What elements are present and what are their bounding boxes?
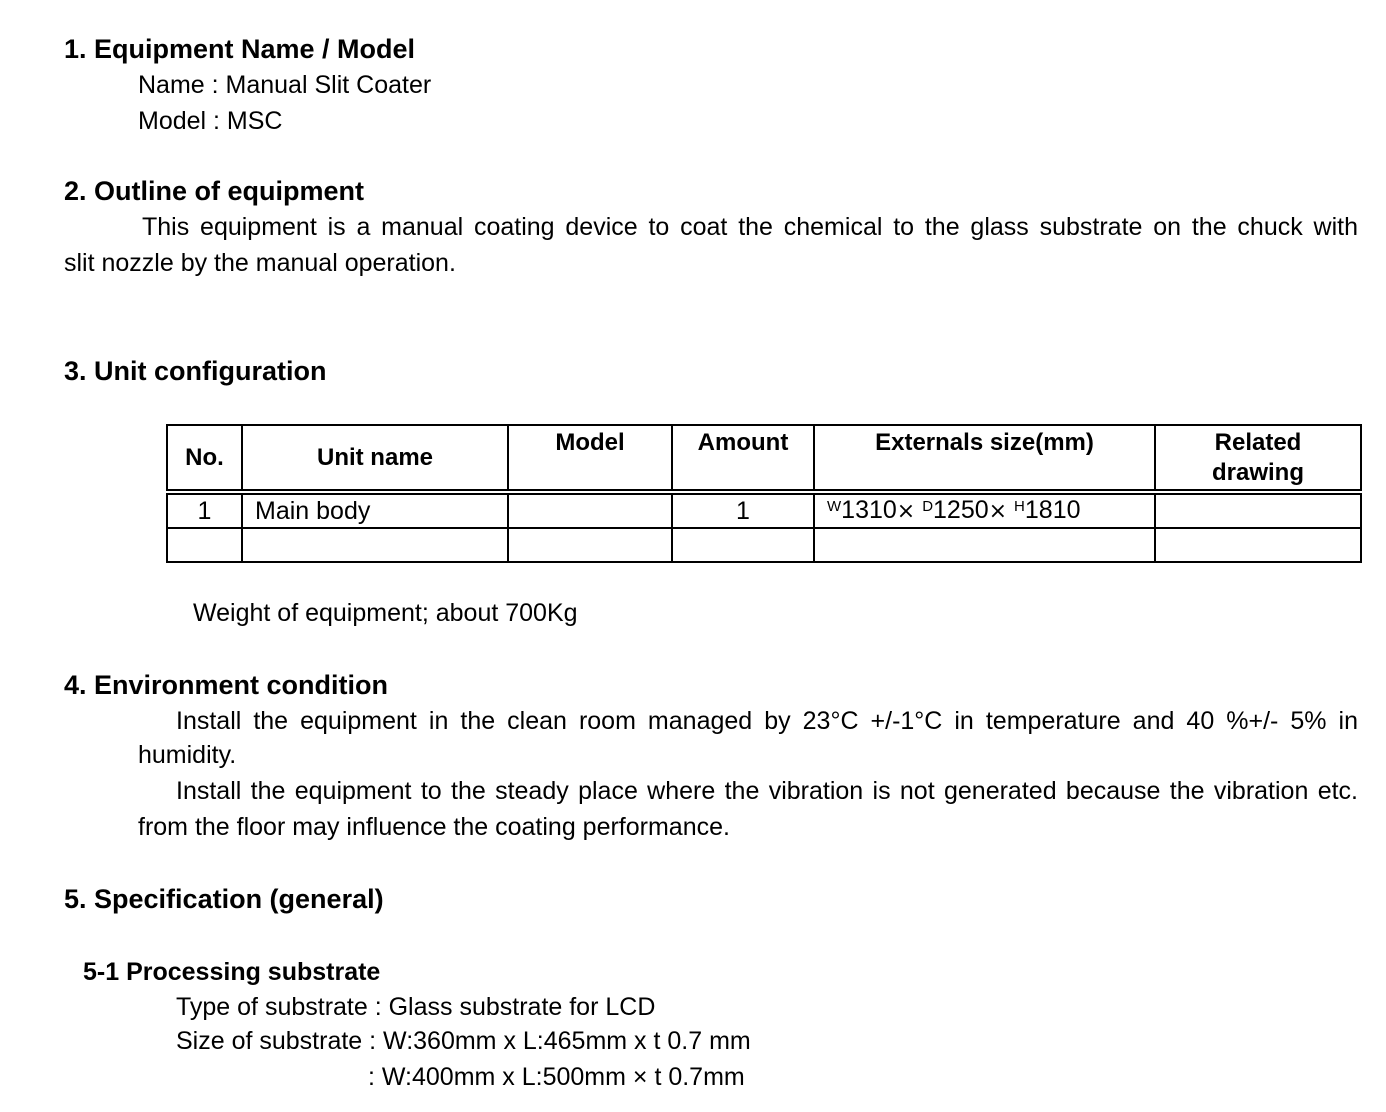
header-no: No. bbox=[167, 425, 242, 492]
cell-no bbox=[167, 528, 242, 562]
equipment-name: Name : Manual Slit Coater bbox=[138, 71, 432, 99]
section-4-heading: 4. Environment condition bbox=[64, 670, 389, 700]
substrate-type: Type of substrate : Glass substrate for LCD bbox=[176, 993, 656, 1021]
depth-label: D bbox=[922, 498, 934, 515]
cell-amount: 1 bbox=[672, 492, 814, 528]
cell-externals-size bbox=[814, 492, 1155, 528]
cell-amount bbox=[672, 528, 814, 562]
environment-text-2-line-1: Install the equipment to the steady place where the vibration is not generated because the vibration etc. bbox=[176, 777, 1358, 805]
cell-related-drawing bbox=[1155, 528, 1361, 562]
cell-model bbox=[508, 492, 672, 528]
environment-text-1-line-1: Install the equipment in the clean room managed by 23°C +/-1°C in temperature and 40 %+/- 5% in bbox=[176, 707, 1358, 735]
width-label: W bbox=[827, 498, 842, 515]
unit-configuration-table bbox=[166, 424, 1362, 563]
substrate-size-line-2: : W:400mm x L:500mm × t 0.7mm bbox=[368, 1063, 745, 1091]
times-sign: × bbox=[896, 499, 916, 524]
header-model: Model bbox=[508, 425, 672, 492]
height-label: H bbox=[1014, 498, 1025, 515]
outline-text-line-2: slit nozzle by the manual operation. bbox=[64, 249, 456, 277]
header-related-drawing: Related drawing bbox=[1155, 425, 1361, 492]
section-3-heading: 3. Unit configuration bbox=[64, 356, 327, 386]
height-value: 1810 bbox=[1024, 496, 1081, 524]
cell-unit-name: Main body bbox=[242, 492, 508, 528]
section-5-heading: 5. Specification (general) bbox=[64, 884, 384, 914]
width-value: 1310 bbox=[841, 496, 897, 524]
table-row bbox=[167, 492, 1361, 528]
header-amount: Amount bbox=[672, 425, 814, 492]
cell-unit-name bbox=[242, 528, 508, 562]
cell-externals-size bbox=[814, 528, 1155, 562]
subsection-5-1-heading: 5-1 Processing substrate bbox=[83, 958, 381, 986]
table-row bbox=[167, 528, 1361, 562]
outline-text-line-1: This equipment is a manual coating device to coat the chemical to the glass substrate on the chuck with bbox=[142, 213, 1358, 241]
header-unit-name: Unit name bbox=[242, 425, 508, 492]
table-header-row bbox=[167, 425, 1361, 492]
times-sign: × bbox=[988, 499, 1008, 524]
section-1-heading: 1. Equipment Name / Model bbox=[64, 34, 416, 64]
cell-model bbox=[508, 528, 672, 562]
equipment-weight: Weight of equipment; about 700Kg bbox=[193, 599, 578, 627]
substrate-size-line-1: Size of substrate : W:360mm x L:465mm x t 0.7 mm bbox=[176, 1027, 751, 1055]
header-externals-size: Externals size(mm) bbox=[814, 425, 1155, 492]
environment-text-1-line-2: humidity. bbox=[138, 741, 237, 769]
cell-no: 1 bbox=[167, 492, 242, 528]
environment-text-2-line-2: from the floor may influence the coating performance. bbox=[138, 813, 730, 841]
cell-related-drawing bbox=[1155, 492, 1361, 528]
section-2-heading: 2. Outline of equipment bbox=[64, 176, 365, 206]
depth-value: 1250 bbox=[933, 496, 989, 524]
equipment-model: Model : MSC bbox=[138, 107, 283, 135]
